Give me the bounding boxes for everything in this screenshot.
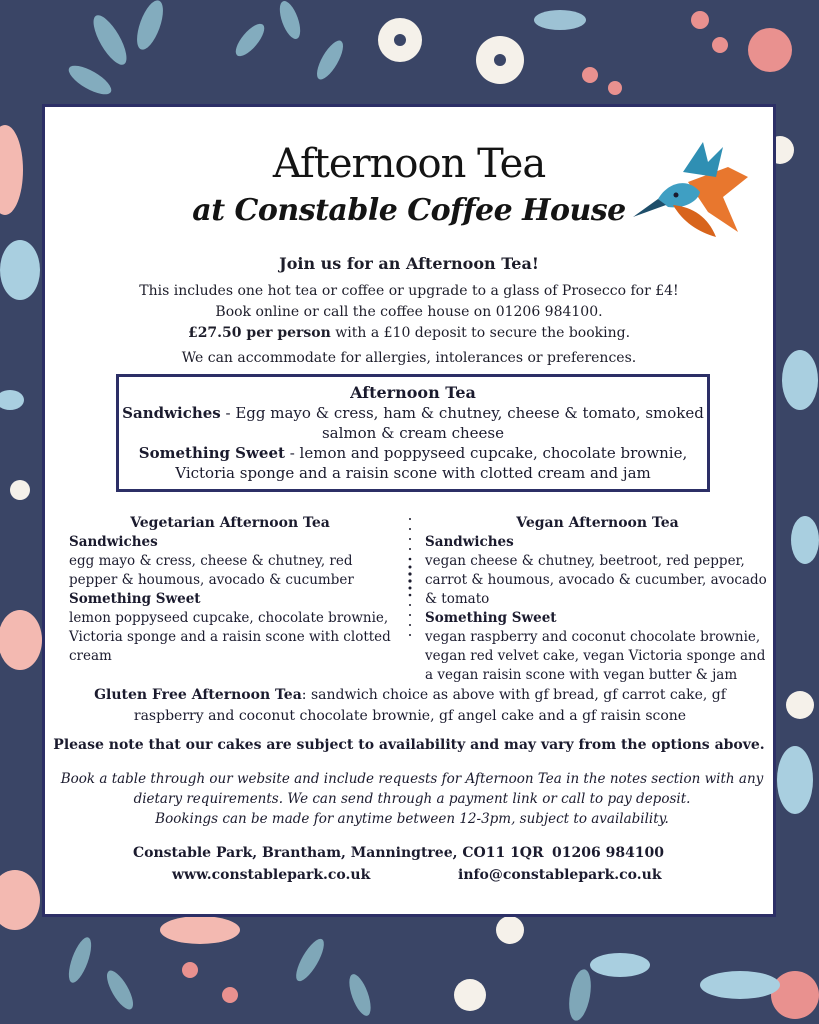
vegetarian-sweet-label: Something Sweet <box>69 591 201 607</box>
standard-sweet-text: - lemon and poppyseed cupcake, chocolate brownie, Victoria sponge and a raisin scone with clotted cream and jam <box>175 444 688 482</box>
address: Constable Park, Brantham, Manningtree, CO11 1QR <box>133 845 544 861</box>
price-deposit: with a £10 deposit to secure the booking. <box>330 325 631 341</box>
menu-card <box>42 104 776 917</box>
intro-line-1: This includes one hot tea or coffee or upgrade to a glass of Prosecco for £4! <box>139 283 679 299</box>
price-line <box>45 323 773 344</box>
standard-sandwiches-label: Sandwiches <box>122 404 221 422</box>
standard-menu-box <box>116 374 710 492</box>
intro-section <box>45 253 773 369</box>
standard-menu-heading: Afternoon Tea <box>350 383 476 402</box>
gluten-free-section <box>65 685 755 727</box>
standard-sweet <box>119 443 707 483</box>
gluten-free-label: Gluten Free Afternoon Tea <box>94 687 302 703</box>
booking-line-2: dietary requirements. We can send through a payment link or call to pay deposit. <box>133 791 691 807</box>
vegetarian-sandwiches-text: egg mayo & cress, cheese & chutney, red pepper & houmous, avocado & cucumber <box>69 553 354 588</box>
standard-sweet-label: Something Sweet <box>138 444 285 462</box>
page-subtitle: at Constable Coffee House <box>192 193 626 228</box>
price: £27.50 per person <box>187 325 331 341</box>
page-title: Afternoon Tea <box>272 141 546 187</box>
vegan-sweet-text: vegan raspberry and coconut chocolate brownie, vegan red velvet cake, vegan Victoria sponge and a vegan raisin scone with vegan butter & jam <box>425 629 766 683</box>
standard-sandwiches-text: - Egg mayo & cress, ham & chutney, cheese & tomato, smoked salmon & cream cheese <box>220 404 704 442</box>
booking-line-3: Bookings can be made for anytime between 12-3pm, subject to availability. <box>155 811 669 827</box>
vegan-sweet-label: Something Sweet <box>425 610 557 626</box>
intro-heading: Join us for an Afternoon Tea! <box>279 254 539 273</box>
booking-line-1: Book a table through our website and include requests for Afternoon Tea in the notes section with any <box>60 771 764 787</box>
vegetarian-sandwiches-label: Sandwiches <box>69 534 158 550</box>
availability-note: Please note that our cakes are subject to availability and may vary from the options above. <box>53 737 765 753</box>
vegan-heading: Vegan Afternoon Tea <box>516 515 679 531</box>
intro-line-2: Book online or call the coffee house on 01206 984100. <box>215 304 603 320</box>
gluten-free-text: : sandwich choice as above with gf bread, gf carrot cake, gf raspberry and coconut chocolate brownie, gf angel cake and a gf raisin scone <box>133 687 726 724</box>
email-link[interactable]: info@constablepark.co.uk <box>458 867 662 883</box>
column-divider <box>408 517 412 637</box>
vegan-menu <box>425 514 770 685</box>
vegetarian-sweet-text: lemon poppyseed cupcake, chocolate brownie, Victoria sponge and a raisin scone with clotted cream <box>69 610 391 664</box>
vegan-sandwiches-text: vegan cheese & chutney, beetroot, red pepper, carrot & houmous, avocado & cucumber, avocado & tomato <box>425 553 767 607</box>
vegan-sandwiches-label: Sandwiches <box>425 534 514 550</box>
vegetarian-heading: Vegetarian Afternoon Tea <box>130 515 330 531</box>
vegetarian-menu <box>69 514 391 666</box>
allergies-line: We can accommodate for allergies, intolerances or preferences. <box>181 350 637 366</box>
contact-section <box>45 843 773 887</box>
website-link[interactable]: www.constablepark.co.uk <box>172 867 371 883</box>
phone-number[interactable]: 01206 984100 <box>552 845 665 861</box>
kingfisher-logo-icon <box>628 137 758 247</box>
standard-sandwiches <box>119 403 707 443</box>
booking-info <box>55 769 769 829</box>
